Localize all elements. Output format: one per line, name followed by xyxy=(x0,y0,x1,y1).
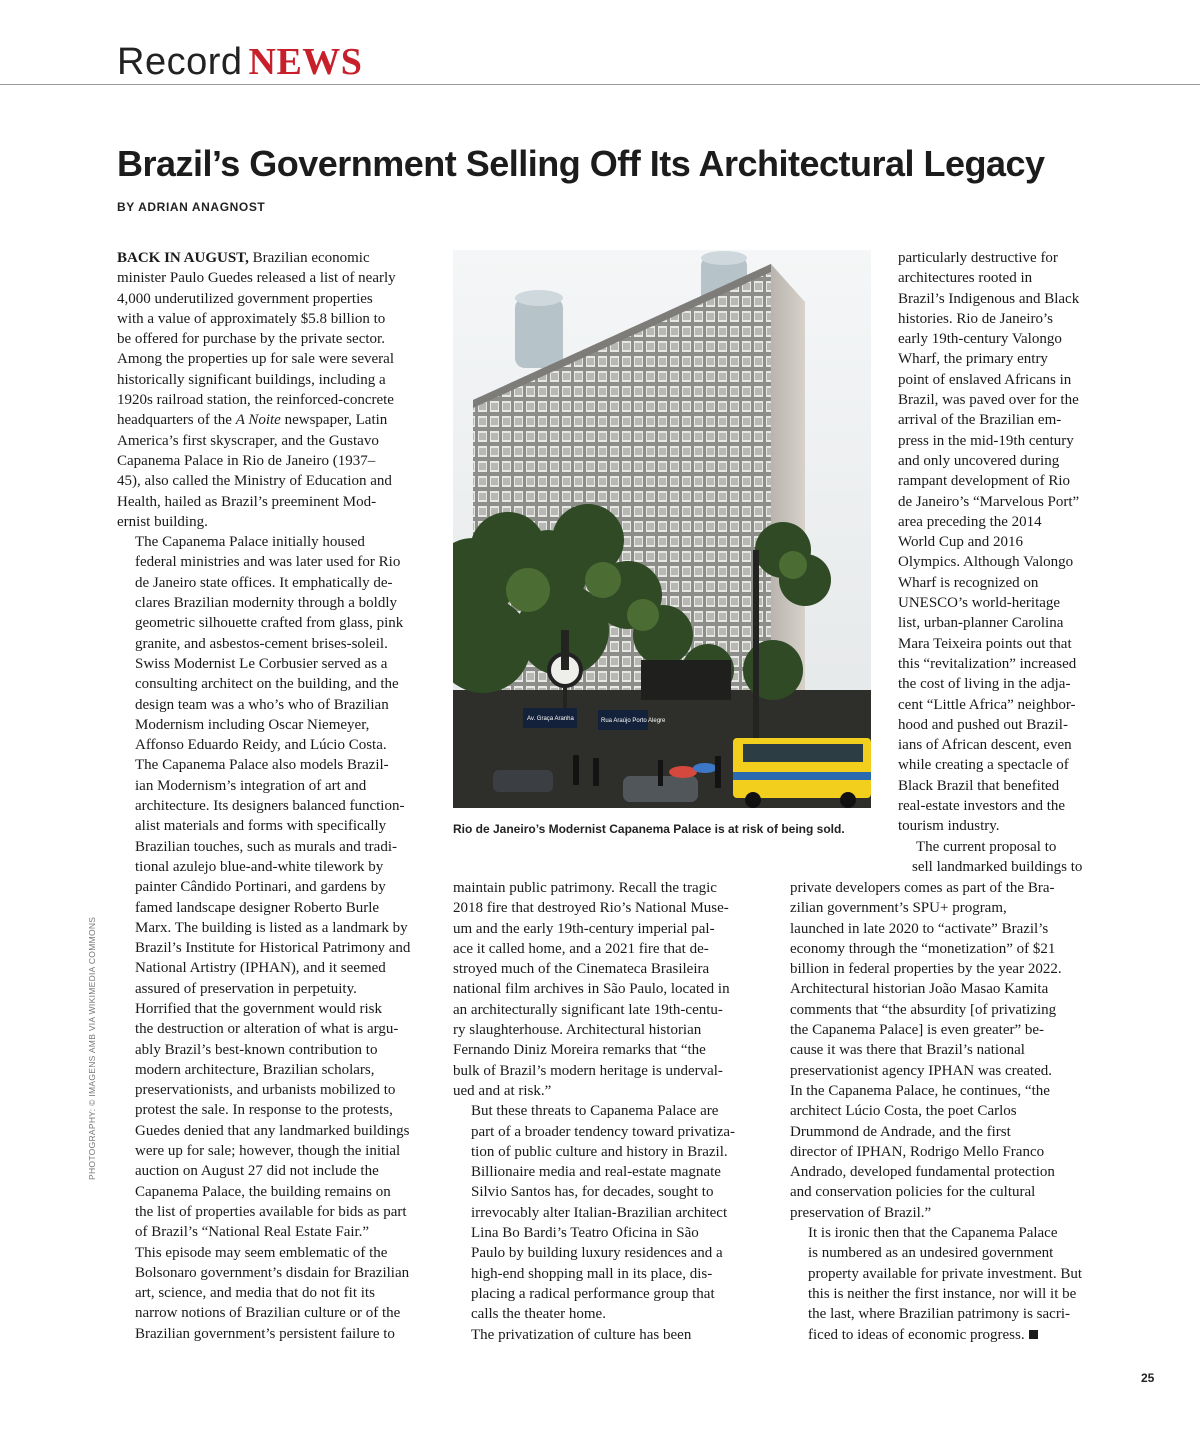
text-line: director of IPHAN, Rodrigo Mello Franco xyxy=(790,1143,1045,1160)
text-line: ernist building. xyxy=(117,513,208,530)
text-line: this “revitalization” increased xyxy=(898,655,1077,672)
text-line: press in the mid-19th century xyxy=(898,432,1074,449)
text-line: World Cup and 2016 xyxy=(898,534,1024,551)
text-line: modern architecture, Brazilian scholars, xyxy=(135,1061,375,1078)
text-line: newspaper, Latin xyxy=(280,412,388,429)
text-line: the list of properties available for bids as part xyxy=(135,1203,407,1220)
text-line: hood and pushed out Brazil- xyxy=(898,716,1068,733)
text-line: Architectural historian João Masao Kamita xyxy=(790,981,1049,998)
col3-paragraph-1 xyxy=(898,248,1108,837)
text-line: particularly destructive for xyxy=(898,250,1058,266)
col3-paragraph-2-cont xyxy=(790,878,1108,1223)
text-line: The current proposal to xyxy=(916,838,1057,855)
col1-paragraph-2 xyxy=(117,532,433,755)
text-line: 1920s railroad station, the reinforced-concrete xyxy=(117,392,394,409)
text-line: historically significant buildings, including a xyxy=(117,371,386,388)
text-line: In the Capanema Palace, he continues, “the xyxy=(790,1082,1050,1099)
masthead xyxy=(117,38,362,86)
text-line: The Capanema Palace also models Brazil- xyxy=(135,757,389,774)
text-line: 4,000 underutilized government properties xyxy=(117,290,373,307)
col1-paragraph-1 xyxy=(117,248,433,532)
text-line: 2018 fire that destroyed Rio’s National Muse- xyxy=(453,900,729,917)
text-line: narrow notions of Brazilian culture or of the xyxy=(135,1305,401,1322)
text-line: rampant development of Rio xyxy=(898,473,1071,490)
text-line: private developers comes as part of the Bra- xyxy=(790,880,1055,896)
masthead-rule xyxy=(0,84,1200,85)
text-line: Brazil’s Indigenous and Black xyxy=(898,290,1080,307)
photo-illustration xyxy=(453,250,871,808)
text-line: early 19th-century Valongo xyxy=(898,331,1062,348)
text-line: list, urban-planner Carolina xyxy=(898,615,1064,632)
column-2 xyxy=(453,878,771,1345)
text-line: were up for sale; however, though the initial xyxy=(135,1143,401,1160)
text-line: tional azulejo blue-and-white tilework by xyxy=(135,858,384,875)
text-line: UNESCO’s world-heritage xyxy=(898,595,1061,612)
text-line: histories. Rio de Janeiro’s xyxy=(898,310,1053,327)
col3-paragraph-3 xyxy=(790,1223,1108,1345)
text-line: Olympics. Although Valongo xyxy=(898,554,1074,571)
text-line: clares Brazilian modernity through a boldly xyxy=(135,595,398,612)
text-line: arrival of the Brazilian em- xyxy=(898,412,1062,429)
text-line: with a value of approximately $5.8 billion to xyxy=(117,310,386,327)
text-line: famed landscape designer Roberto Burle xyxy=(135,899,380,916)
photo-caption: Rio de Janeiro’s Modernist Capanema Palace is at risk of being sold. xyxy=(453,822,845,836)
text-line: Capanema Palace, the building remains on xyxy=(135,1183,391,1200)
text-line: Billionaire media and real-estate magnate xyxy=(471,1164,721,1181)
column-3-bottom xyxy=(790,878,1108,1345)
text-line: The privatization of culture has been xyxy=(471,1326,692,1343)
text-line: art, science, and media that do not fit its xyxy=(135,1285,375,1302)
text-line: launched in late 2020 to “activate” Brazil’s xyxy=(790,920,1049,937)
text-line: Paulo by building luxury residences and a xyxy=(471,1245,723,1262)
text-line: real-estate investors and the xyxy=(898,798,1066,815)
text-line: Black Brazil that benefited xyxy=(898,777,1060,794)
page-number: 25 xyxy=(1141,1371,1155,1385)
text-line: Modernism including Oscar Niemeyer, xyxy=(135,716,370,733)
text-line: ian Modernism’s integration of art and xyxy=(135,777,367,794)
text-line: assured of preservation in perpetuity. xyxy=(135,980,357,997)
text-line: ace it called home, and a 2021 fire that de- xyxy=(453,940,709,957)
masthead-record: Record xyxy=(117,41,243,83)
text-line: sell landmarked buildings to xyxy=(912,858,1083,875)
col2-paragraph-2 xyxy=(453,1101,771,1324)
text-line: architecture. Its designers balanced function- xyxy=(135,798,405,815)
text-line: tourism industry. xyxy=(898,818,1000,835)
headline: Brazil’s Government Selling Off Its Architectural Legacy xyxy=(117,143,1045,184)
text-line: protest the sale. In response to the protests, xyxy=(135,1102,393,1119)
text-line: Lina Bo Bardi’s Teatro Oficina in São xyxy=(471,1225,699,1242)
text-line: cause it was there that Brazil’s national xyxy=(790,1042,1025,1059)
text-line: ficed to ideas of economic progress. xyxy=(808,1326,1025,1343)
text-line: comments that “the absurdity [of privatizing xyxy=(790,1001,1057,1018)
text-line: the last, where Brazilian patrimony is sacri- xyxy=(808,1306,1070,1323)
text-line: and conservation policies for the cultural xyxy=(790,1184,1036,1201)
text-line: alist materials and forms with specifically xyxy=(135,818,387,835)
text-line: Horrified that the government would risk xyxy=(135,1000,383,1017)
newspaper-title: A Noite xyxy=(235,412,281,429)
text-line: Mara Teixeira points out that xyxy=(898,635,1072,652)
col1-paragraph-4 xyxy=(117,999,433,1243)
text-line: Guedes denied that any landmarked buildings xyxy=(135,1122,410,1139)
text-line: placing a radical performance group that xyxy=(471,1285,715,1302)
text-line: Brazilian economic xyxy=(248,250,370,266)
text-line: preservation of Brazil.” xyxy=(790,1204,932,1221)
street-sign-1: Av. Graça Aranha xyxy=(527,716,574,722)
text-line: consulting architect on the building, and the xyxy=(135,676,399,693)
text-line: de Janeiro state offices. It emphatically de- xyxy=(135,574,393,591)
text-line: Drummond de Andrade, and the first xyxy=(790,1123,1011,1140)
text-line: is numbered as an undesired government xyxy=(808,1245,1054,1262)
lead-in: BACK IN AUGUST, xyxy=(117,250,249,266)
text-line: painter Cândido Portinari, and gardens by xyxy=(135,879,386,896)
text-line: auction on August 27 did not include the xyxy=(135,1163,379,1180)
text-line: Brazilian touches, such as murals and tradi- xyxy=(135,838,398,855)
text-line: Brazilian government’s persistent failure to xyxy=(135,1325,395,1342)
text-line: while creating a spectacle of xyxy=(898,757,1069,774)
text-line: America’s first skyscraper, and the Gustavo xyxy=(117,432,379,449)
text-line: national film archives in São Paulo, located in xyxy=(453,981,730,998)
text-line: ians of African descent, even xyxy=(898,737,1072,754)
byline: BY ADRIAN ANAGNOST xyxy=(117,200,266,214)
text-line: Capanema Palace in Rio de Janeiro (1937– xyxy=(117,452,376,469)
text-line: the destruction or alteration of what is argu- xyxy=(135,1021,399,1038)
text-line: de Janeiro’s “Marvelous Port” xyxy=(898,493,1080,510)
text-line: point of enslaved Africans in xyxy=(898,371,1072,388)
text-line: economy through the “monetization” of $21 xyxy=(790,940,1056,957)
text-line: ably Brazil’s best-known contribution to xyxy=(135,1041,378,1058)
text-line: property available for private investment. But xyxy=(808,1265,1083,1282)
text-line: architect Lúcio Costa, the poet Carlos xyxy=(790,1103,1017,1120)
text-line: It is ironic then that the Capanema Palace xyxy=(808,1225,1058,1242)
text-line: high-end shopping mall in its place, dis- xyxy=(471,1265,713,1282)
text-line: architectures rooted in xyxy=(898,270,1033,287)
text-line: maintain public patrimony. Recall the tragic xyxy=(453,880,717,896)
text-line: tion of public culture and history in Brazil. xyxy=(471,1143,728,1160)
masthead-news: NEWS xyxy=(248,41,363,83)
col2-paragraph-3 xyxy=(453,1325,771,1345)
text-line: 45), also called the Ministry of Education and xyxy=(117,473,392,490)
text-line: preservationist agency IPHAN was created. xyxy=(790,1062,1052,1079)
text-line: zilian government’s SPU+ program, xyxy=(790,900,1007,917)
text-line: Andrado, developed fundamental protection xyxy=(790,1164,1055,1181)
text-line: um and the early 19th-century imperial pal- xyxy=(453,920,715,937)
text-line: federal ministries and was later used for Rio xyxy=(135,554,401,571)
text-line: billion in federal properties by the year 2022. xyxy=(790,961,1062,978)
text-line: Bolsonaro government’s disdain for Brazilian xyxy=(135,1264,410,1281)
text-line: Brazil’s Institute for Historical Patrimony and xyxy=(135,940,411,957)
text-line: part of a broader tendency toward privatiza- xyxy=(471,1123,736,1140)
text-line: Among the properties up for sale were several xyxy=(117,351,394,368)
col1-paragraph-3 xyxy=(117,755,433,999)
text-line: Wharf, the primary entry xyxy=(898,351,1048,368)
text-line: Swiss Modernist Le Corbusier served as a xyxy=(135,655,388,672)
text-line: preservationists, and urbanists mobilized to xyxy=(135,1082,396,1099)
text-line: area preceding the 2014 xyxy=(898,513,1042,530)
text-line: But these threats to Capanema Palace are xyxy=(471,1103,719,1120)
text-line: Affonso Eduardo Reidy, and Lúcio Costa. xyxy=(135,737,387,754)
text-line: and only uncovered during xyxy=(898,452,1060,469)
text-line: the cost of living in the adja- xyxy=(898,676,1071,693)
text-line: Brazil, was paved over for the xyxy=(898,392,1079,409)
text-line: Silvio Santos has, for decades, sought to xyxy=(471,1184,714,1201)
text-line: stroyed much of the Cinemateca Brasileira xyxy=(453,961,710,978)
text-line: Fernando Diniz Moreira remarks that “the xyxy=(453,1042,706,1059)
text-line: geometric silhouette crafted from glass, pink xyxy=(135,615,404,632)
text-line: an architecturally significant late 19th-centu- xyxy=(453,1001,723,1018)
capanema-palace-photo xyxy=(453,250,871,808)
text-line: The Capanema Palace initially housed xyxy=(135,534,365,551)
text-line: granite, and asbestos-cement brises-soleil. xyxy=(135,635,388,652)
text-line: ry slaughterhouse. Architectural historian xyxy=(453,1022,702,1039)
column-1 xyxy=(117,248,433,1344)
text-line: be offered for purchase by the private sector. xyxy=(117,331,385,348)
text-line: Health, hailed as Brazil’s preeminent Mod- xyxy=(117,493,377,510)
col3-paragraph-2-start xyxy=(898,837,1108,878)
text-line: of Brazil’s “National Real Estate Fair.” xyxy=(135,1224,370,1241)
photo-credit: PHOTOGRAPHY: © IMAGENS AMB VIA WIKIMEDIA COMMONS xyxy=(87,916,97,1180)
text-line: the Capanema Palace] is even greater” be- xyxy=(790,1022,1045,1039)
street-sign-2: Rua Araújo Porto Alegre xyxy=(601,718,666,724)
column-3-top xyxy=(898,248,1108,877)
end-mark-icon xyxy=(1029,1330,1038,1339)
text-line: Marx. The building is listed as a landmark by xyxy=(135,919,408,936)
text-line: bulk of Brazil’s modern heritage is underval- xyxy=(453,1062,723,1079)
text-line: This episode may seem emblematic of the xyxy=(135,1244,388,1261)
text-line: this is neither the first instance, nor will it be xyxy=(808,1285,1077,1302)
col1-paragraph-5 xyxy=(117,1243,433,1344)
text-line: ued and at risk.” xyxy=(453,1082,552,1099)
col2-paragraph-1 xyxy=(453,878,771,1101)
text-line: irrevocably alter Italian-Brazilian architect xyxy=(471,1204,728,1221)
text-line: design team was a who’s who of Brazilian xyxy=(135,696,389,713)
text-line: National Artistry (IPHAN), and it seemed xyxy=(135,960,386,977)
text-line: minister Paulo Guedes released a list of nearly xyxy=(117,270,396,287)
text-line: headquarters of the xyxy=(117,412,236,429)
text-line: Wharf is recognized on xyxy=(898,574,1039,591)
text-line: calls the theater home. xyxy=(471,1306,606,1323)
text-line: cent “Little Africa” neighbor- xyxy=(898,696,1076,713)
